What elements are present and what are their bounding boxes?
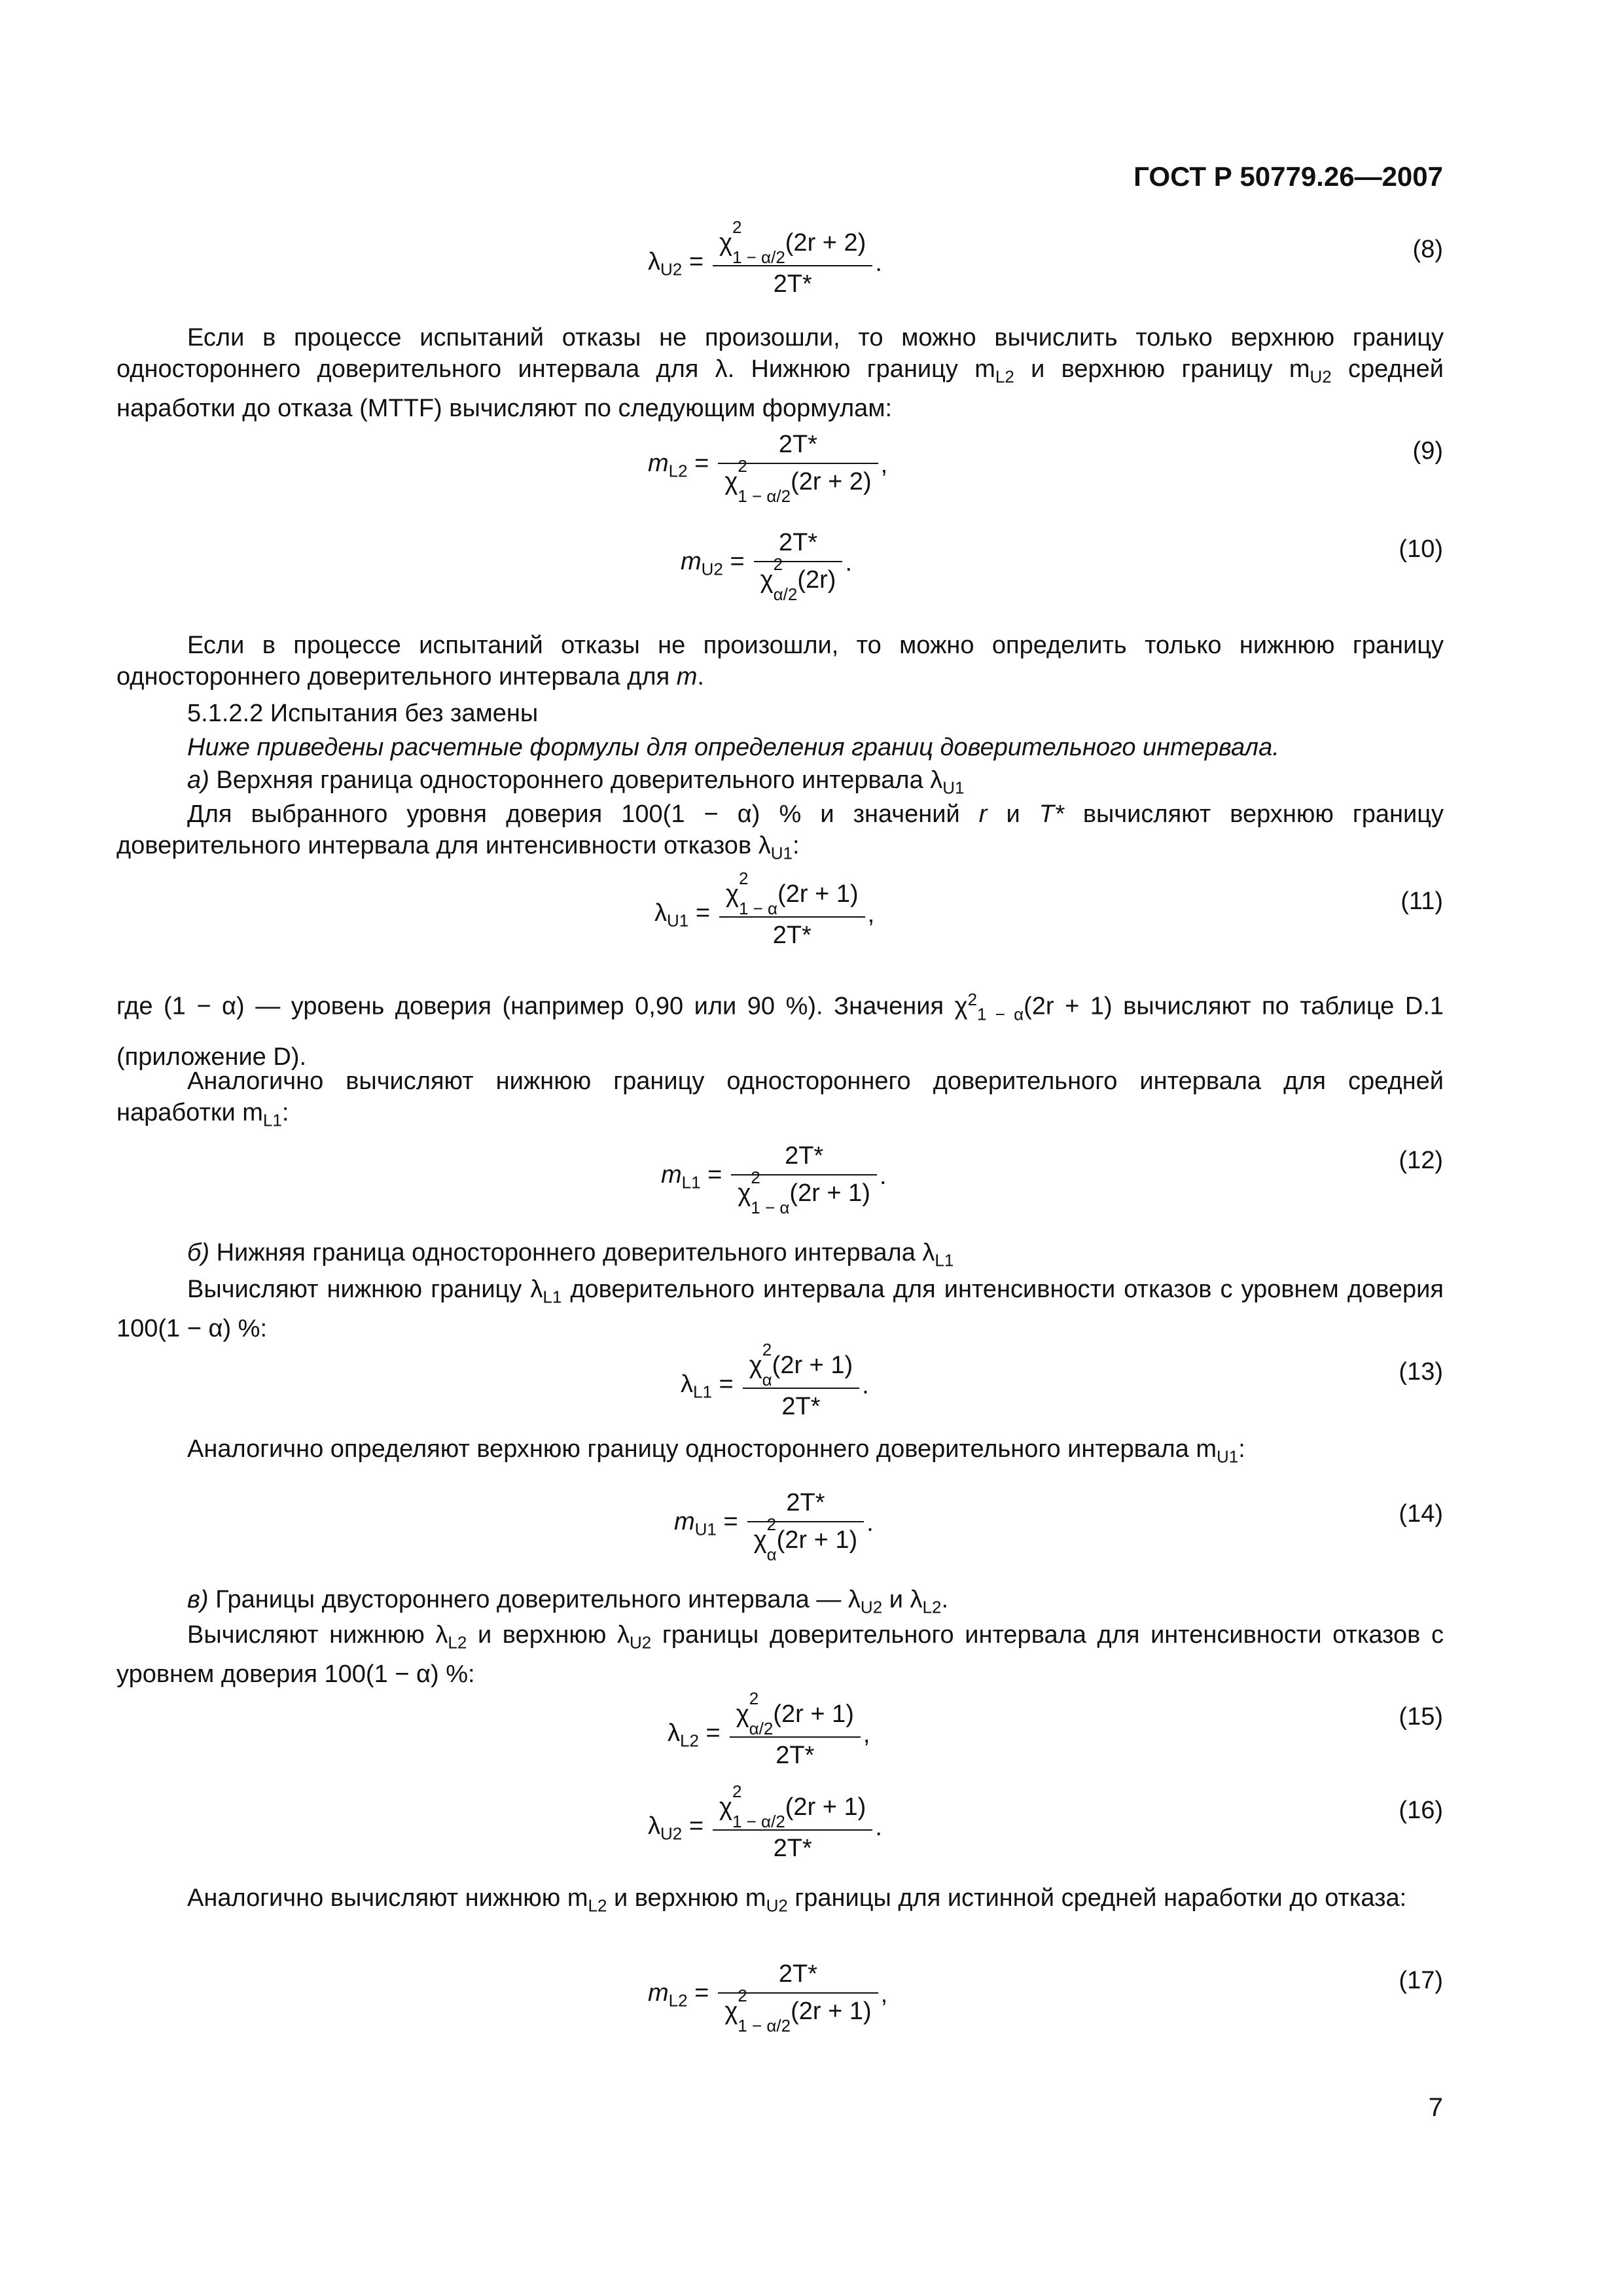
formula-lhs: $\lambda_{U2}$ = <box>648 247 704 279</box>
item-c: в) Границы двустороннего доверительного интервала — $\lambda_{U2}$ и $\lambda_{L2}$. <box>187 1586 948 1617</box>
paragraph-6: Вычисляют нижнюю границу $\lambda_{L1}$ доверительного интервала для интенсивности отказов с уровнем доверия 100(1 − α) %: <box>116 1276 1444 1342</box>
formula-12: $m_{L1}$ = 2T* χ 2 $_{1 - \alpha}$(2r + 1) . <box>661 1142 887 1217</box>
equation-number-11: (11) <box>1400 888 1443 915</box>
formula-9: $m_{L2}$ = 2T* χ 2 $_{1 - \alpha/2}$(2r + 2) , <box>648 431 888 506</box>
fraction: 2T* χ 2 $_{\alpha/2}$(2r) <box>754 529 843 598</box>
formula-8: $\lambda_{U2}$ = χ 2 $_{1 - \alpha/2}$(2r + 2) 2T* . <box>648 217 882 298</box>
fraction: χ 2 $_{1 - \alpha/2}$(2r + 2) 2T* <box>713 229 872 298</box>
document-header: ГОСТ Р 50779.26—2007 <box>1133 161 1443 192</box>
equation-number-12: (12) <box>1399 1147 1443 1174</box>
formula-15: $\lambda_{L2}$ = χ 2 $_{\alpha/2}$(2r + 1) 2T* , <box>668 1689 870 1769</box>
fraction: 2T* χ 2 $_\alpha$(2r + 1) <box>747 1489 865 1558</box>
equation-number-9: (9) <box>1412 437 1443 465</box>
fraction: χ 2 $_{\alpha/2}$(2r + 1) 2T* <box>730 1700 861 1770</box>
equation-number-17: (17) <box>1399 1967 1443 1994</box>
fraction: 2T* χ 2 $_{1 - \alpha}$(2r + 1) <box>731 1142 877 1211</box>
paragraph-7: Аналогично определяют верхнюю границу одностороннего доверительного интервала $m_{U1}$: <box>187 1435 1245 1467</box>
fraction: 2T* χ 2 $_{1 - \alpha/2}$(2r + 1) <box>718 1960 878 2030</box>
equation-number-15: (15) <box>1399 1703 1443 1731</box>
formula-16: $\lambda_{U2}$ = χ 2 $_{1 - \alpha/2}$(2r + 1) 2T* . <box>648 1782 882 1862</box>
equation-number-14: (14) <box>1399 1500 1443 1528</box>
formula-13: $\lambda_{L1}$ = χ 2 $_\alpha$(2r + 1) 2T* . <box>681 1340 869 1420</box>
paragraph-8: Вычисляют нижнюю $\lambda_{L2}$ и верхнюю $\lambda_{U2}$ границы доверительного интервала для интенсивности отказов с уровнем доверия 100(1 − α) %: <box>116 1621 1444 1688</box>
italic-intro: Ниже приведены расчетные формулы для определения границ доверительного интервала. <box>187 734 1279 761</box>
section-5-1-2-2: 5.1.2.2 Испытания без замены <box>187 700 539 727</box>
item-b: б) Нижняя граница одностороннего доверительного интервала $\lambda_{L1}$ <box>187 1239 954 1270</box>
fraction: χ 2 $_\alpha$(2r + 1) 2T* <box>743 1352 860 1421</box>
equation-number-8: (8) <box>1412 236 1443 263</box>
item-a: а) Верхняя граница одностороннего доверительного интервала $\lambda_{U1}$ <box>187 766 965 798</box>
paragraph-5: Аналогично вычисляют нижнюю границу одностороннего доверительного интервала для средней наработки $m_{L1}$: <box>116 1067 1444 1130</box>
paragraph-2: Если в процессе испытаний отказы не произошли, то можно определить только нижнюю границу одностороннего доверительного интервала для m. <box>116 632 1444 691</box>
equation-number-10: (10) <box>1399 535 1443 563</box>
formula-11: $\lambda_{U1}$ = χ 2 $_{1 - \alpha}$(2r + 1) 2T* , <box>654 869 875 949</box>
fraction: χ 2 $_{1 - \alpha}$(2r + 1) 2T* <box>719 880 865 950</box>
page-number: 7 <box>1428 2093 1443 2122</box>
equation-number-16: (16) <box>1399 1797 1443 1824</box>
formula-14: $m_{U1}$ = 2T* χ 2 $_\alpha$(2r + 1) . <box>674 1489 874 1564</box>
paragraph-3: Для выбранного уровня доверия 100(1 − α) % и значений r и T* вычисляют верхнюю границу доверительного интервала для интенсивности отказов $\lambda_{U1}$: <box>116 800 1444 863</box>
fraction: χ 2 $_{1 - \alpha/2}$(2r + 1) 2T* <box>713 1793 872 1863</box>
equation-number-13: (13) <box>1399 1358 1443 1386</box>
paragraph-9: Аналогично вычисляют нижнюю $m_{L2}$ и верхнюю $m_{U2}$ границы для истинной средней наработки до отказа: <box>187 1884 1407 1916</box>
fraction: 2T* χ 2 $_{1 - \alpha/2}$(2r + 2) <box>718 431 878 500</box>
formula-10: $m_{U2}$ = 2T* χ 2 $_{\alpha/2}$(2r) . <box>681 529 853 604</box>
paragraph-4: где (1 − α) — уровень доверия (например 0,90 или 90 %). Значения $\chi^2_{1 - \alpha}(2r + 1)$ вычисляют по таблице D.1 (приложение D). <box>116 990 1444 1071</box>
formula-17: $m_{L2}$ = 2T* χ 2 $_{1 - \alpha/2}$(2r + 1) , <box>648 1960 888 2036</box>
paragraph-1: Если в процессе испытаний отказы не произошли, то можно вычислить только верхнюю границу одностороннего доверительного интервала для λ. Нижнюю границу $m_{L2}$ и верхнюю границу $m_{U2}$ средней наработки до отказа (MTTF) вычисляют по следующим формулам: <box>116 324 1444 422</box>
